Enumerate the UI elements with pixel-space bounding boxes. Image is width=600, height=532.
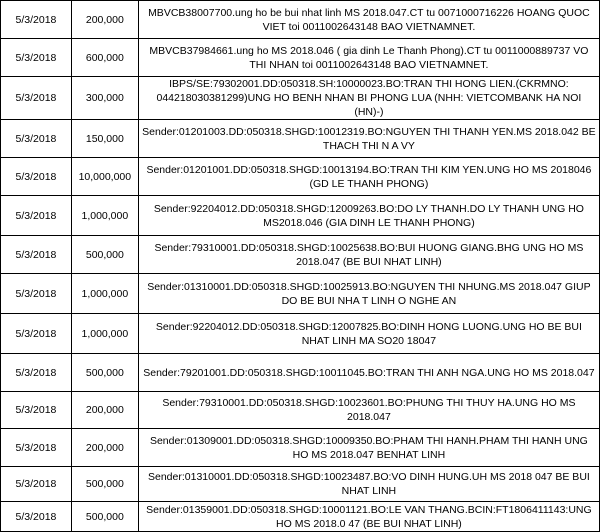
table-row bbox=[1, 39, 600, 77]
amount-cell: 200,000 bbox=[71, 392, 138, 429]
description-cell: Sender:79310001.DD:050318.SHGD:10025638.BO:BUI HUONG GIANG.BHG UNG HO MS 2018.047 (BE BUI NHAT LINH) bbox=[138, 236, 599, 274]
description-cell: Sender:01359001.DD:050318.SHGD:10001121.BO:LE VAN THANG.BCIN:FT1806411143:UNG HO MS 2018.0 47 (BE BUI NHAT LINH) bbox=[138, 502, 599, 532]
table-row bbox=[1, 236, 600, 274]
amount-cell: 500,000 bbox=[71, 354, 138, 392]
description-cell: Sender:01201003.DD:050318.SHGD:10012319.BO:NGUYEN THI THANH YEN.MS 2018.042 BE THACH THI N A VY bbox=[138, 120, 599, 158]
date-cell: 5/3/2018 bbox=[1, 1, 72, 39]
amount-cell: 500,000 bbox=[71, 467, 138, 502]
date-cell: 5/3/2018 bbox=[1, 77, 72, 120]
description-cell: Sender:92204012.DD:050318.SHGD:12007825.BO:DINH HONG LUONG.UNG HO BE BUI NHAT LINH MA SO20 18047 bbox=[138, 314, 599, 354]
amount-cell: 1,000,000 bbox=[71, 314, 138, 354]
date-cell: 5/3/2018 bbox=[1, 429, 72, 467]
table-row bbox=[1, 120, 600, 158]
date-cell: 5/3/2018 bbox=[1, 467, 72, 502]
table-row bbox=[1, 1, 600, 39]
date-cell: 5/3/2018 bbox=[1, 274, 72, 314]
date-cell: 5/3/2018 bbox=[1, 354, 72, 392]
table-row bbox=[1, 196, 600, 236]
table-body bbox=[1, 1, 600, 532]
table-row bbox=[1, 354, 600, 392]
table-row bbox=[1, 77, 600, 120]
date-cell: 5/3/2018 bbox=[1, 392, 72, 429]
amount-cell: 500,000 bbox=[71, 502, 138, 532]
amount-cell: 10,000,000 bbox=[71, 158, 138, 196]
date-cell: 5/3/2018 bbox=[1, 39, 72, 77]
table-row bbox=[1, 467, 600, 502]
date-cell: 5/3/2018 bbox=[1, 158, 72, 196]
amount-cell: 500,000 bbox=[71, 236, 138, 274]
date-cell: 5/3/2018 bbox=[1, 314, 72, 354]
table-row bbox=[1, 502, 600, 532]
description-cell: IBPS/SE:79302001.DD:050318.SH:10000023.BO:TRAN THI HONG LIEN.(CKRMNO: 044218030381299)UNG HO BENH NHAN BI PHONG LUA (NHH: VIETCOMBANK HA NOI (HN)-) bbox=[138, 77, 599, 120]
amount-cell: 1,000,000 bbox=[71, 274, 138, 314]
date-cell: 5/3/2018 bbox=[1, 236, 72, 274]
date-cell: 5/3/2018 bbox=[1, 502, 72, 532]
table-row bbox=[1, 392, 600, 429]
amount-cell: 200,000 bbox=[71, 429, 138, 467]
description-cell: MBVCB37984661.ung ho MS 2018.046 ( gia dinh Le Thanh Phong).CT tu 0011000889737 VO THI NHAN toi 0011002643148 BAO VIETNAMNET. bbox=[138, 39, 599, 77]
amount-cell: 300,000 bbox=[71, 77, 138, 120]
table-row bbox=[1, 429, 600, 467]
date-cell: 5/3/2018 bbox=[1, 196, 72, 236]
description-cell: Sender:79310001.DD:050318.SHGD:10023601.BO:PHUNG THI THUY HA.UNG HO MS 2018.047 bbox=[138, 392, 599, 429]
table-row bbox=[1, 314, 600, 354]
amount-cell: 150,000 bbox=[71, 120, 138, 158]
date-cell: 5/3/2018 bbox=[1, 120, 72, 158]
table-row bbox=[1, 274, 600, 314]
table-row bbox=[1, 158, 600, 196]
description-cell: Sender:01309001.DD:050318.SHGD:10009350.BO:PHAM THI HANH.PHAM THI HANH UNG HO MS 2018.047 BENHAT LINH bbox=[138, 429, 599, 467]
description-cell: Sender:79201001.DD:050318.SHGD:10011045.BO:TRAN THI ANH NGA.UNG HO MS 2018.047 bbox=[138, 354, 599, 392]
description-cell: Sender:92204012.DD:050318.SHGD:12009263.BO:DO LY THANH.DO LY THANH UNG HO MS2018.046 (GIA DINH LE THANH PHONG) bbox=[138, 196, 599, 236]
amount-cell: 600,000 bbox=[71, 39, 138, 77]
description-cell: Sender:01310001.DD:050318.SHGD:10025913.BO:NGUYEN THI NHUNG.MS 2018.047 GIUP DO BE BUI NHA T LINH O NGHE AN bbox=[138, 274, 599, 314]
amount-cell: 1,000,000 bbox=[71, 196, 138, 236]
description-cell: Sender:01310001.DD:050318.SHGD:10023487.BO:VO DINH HUNG.UH MS 2018 047 BE BUI NHAT LINH bbox=[138, 467, 599, 502]
description-cell: MBVCB38007700.ung ho be bui nhat linh MS 2018.047.CT tu 0071000716226 HOANG QUOC VIET toi 0011002643148 BAO VIETNAMNET. bbox=[138, 1, 599, 39]
description-cell: Sender:01201001.DD:050318.SHGD:10013194.BO:TRAN THI KIM YEN.UNG HO MS 2018046 (GD LE THANH PHONG) bbox=[138, 158, 599, 196]
amount-cell: 200,000 bbox=[71, 1, 138, 39]
